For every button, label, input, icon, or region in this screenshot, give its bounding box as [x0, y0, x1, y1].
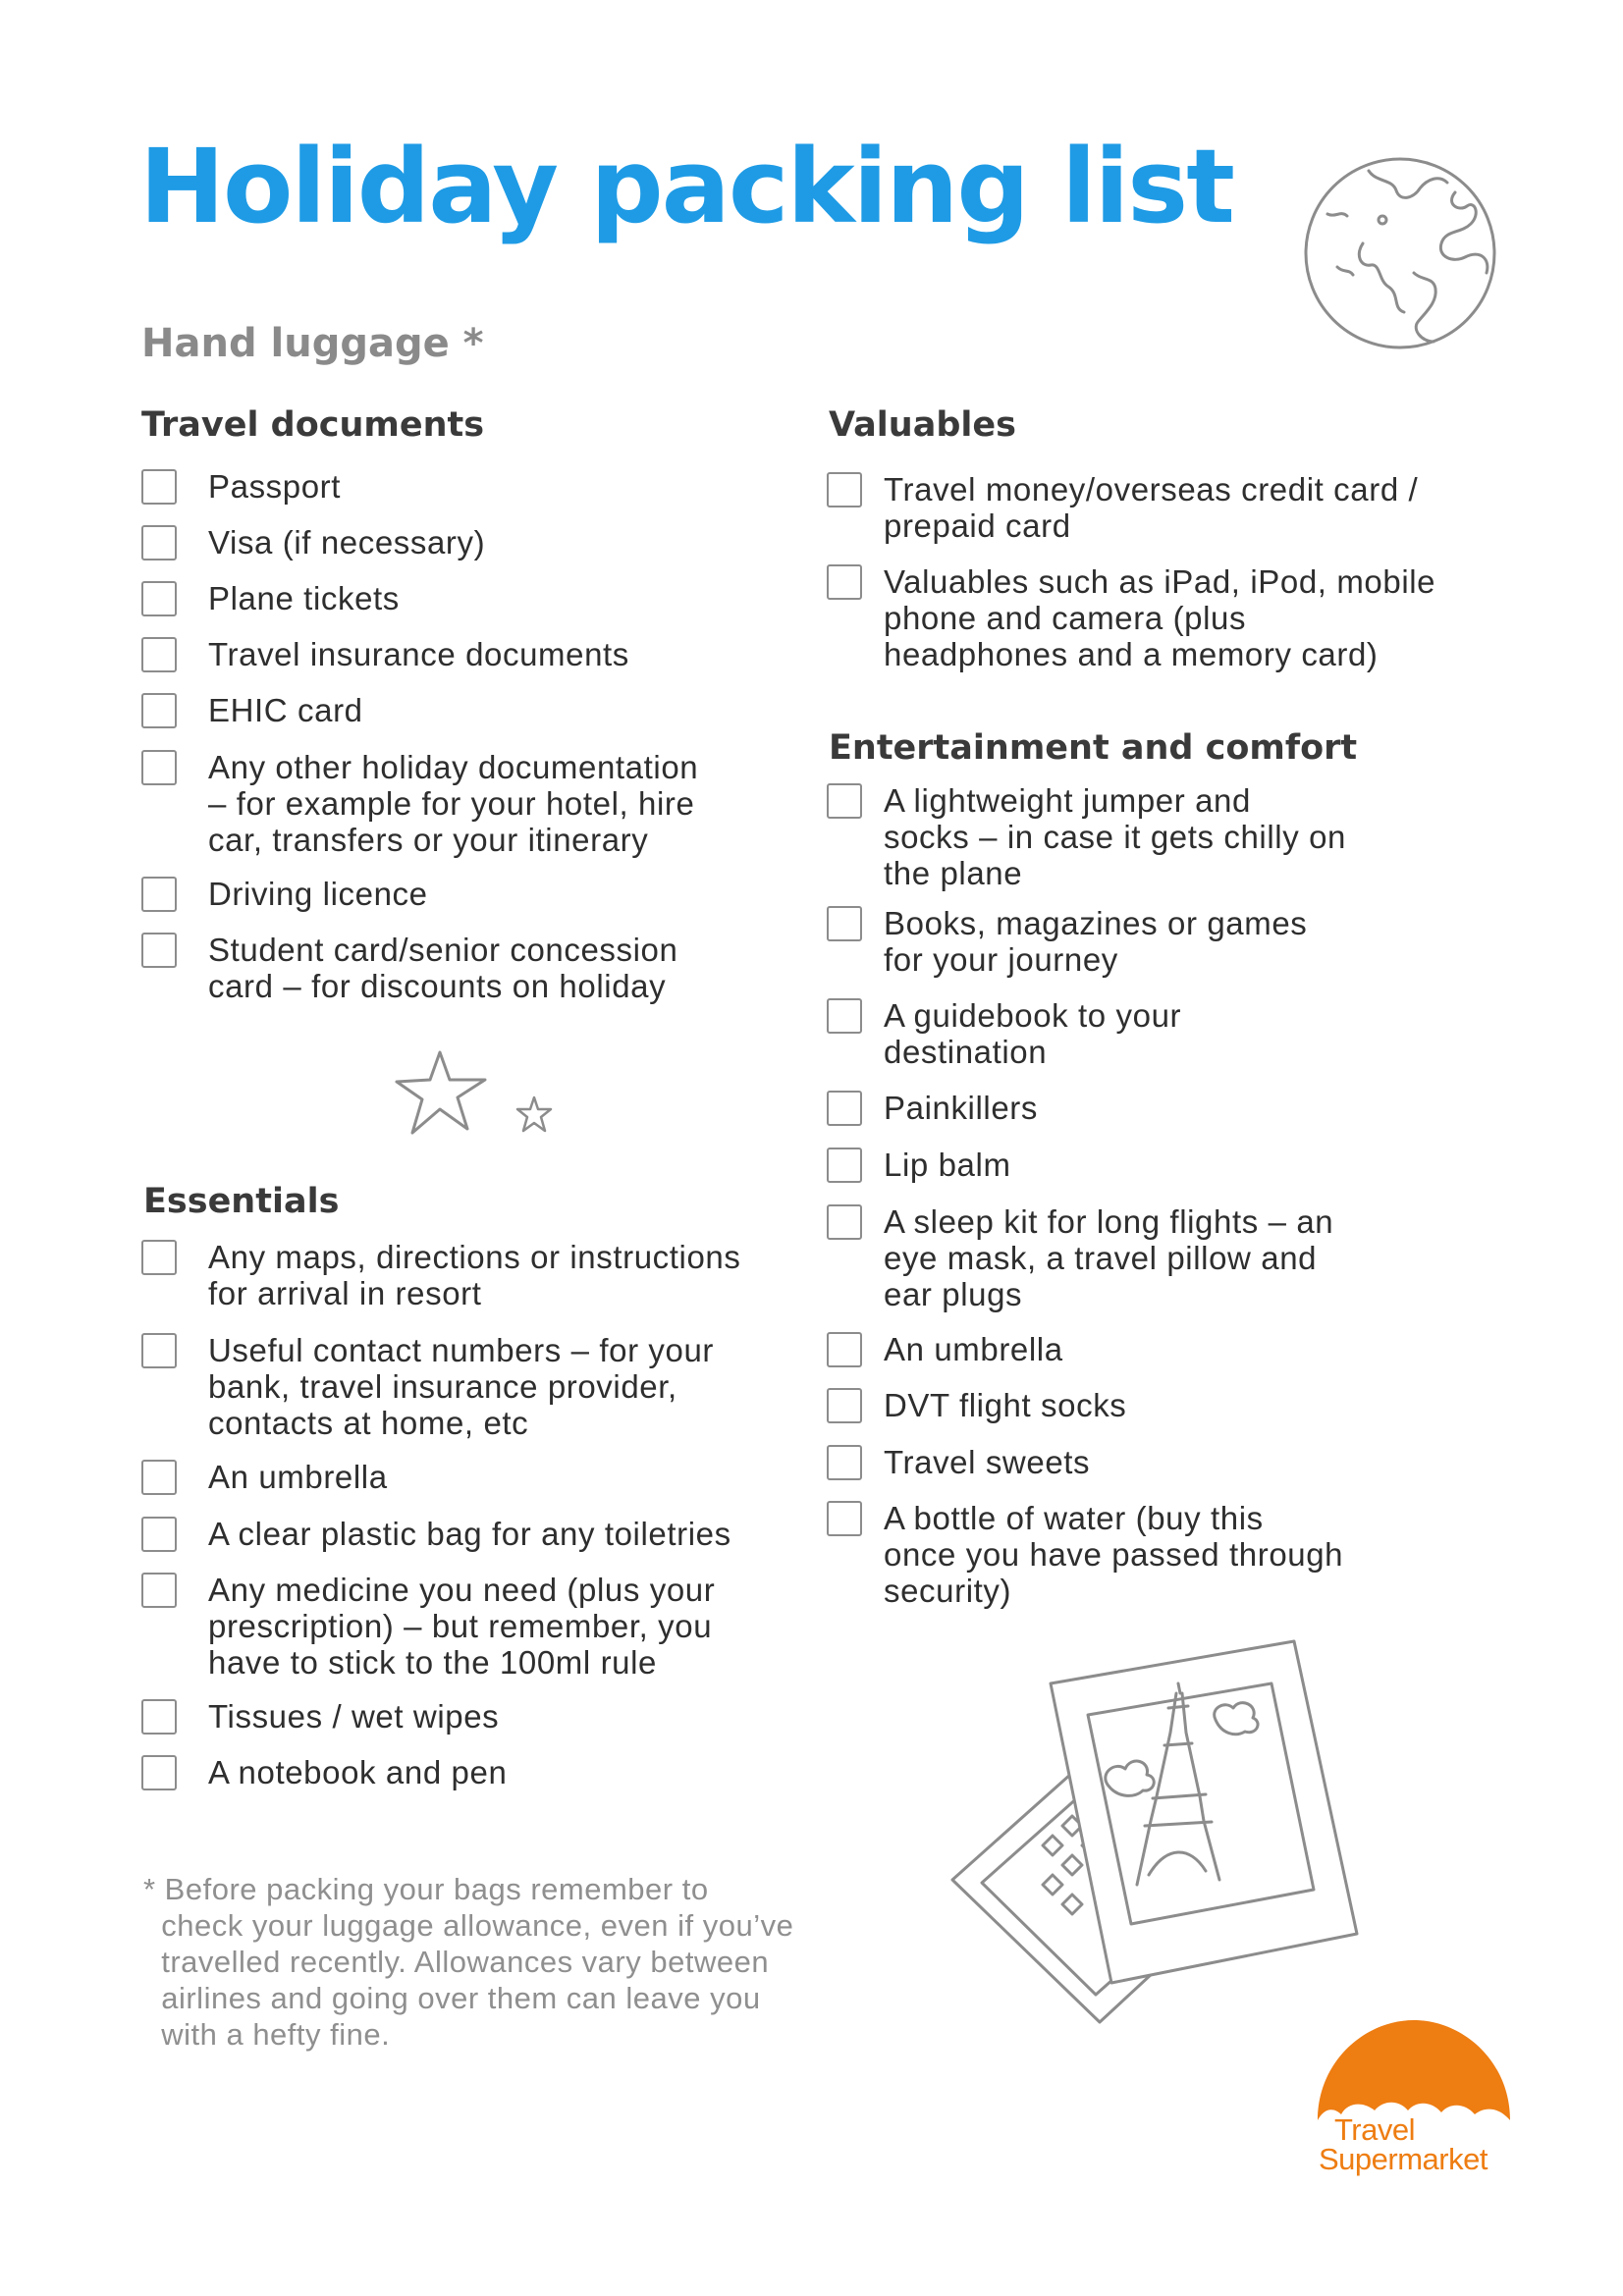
list-item-line: car, transfers or your itinerary	[208, 822, 649, 858]
list-item-line: the plane	[884, 855, 1023, 891]
list-item-line: Painkillers	[884, 1090, 1038, 1126]
list-item	[827, 1500, 1343, 1609]
list-item	[141, 1239, 740, 1311]
valuables-heading: Valuables	[829, 405, 1016, 445]
list-item-label	[884, 905, 1307, 978]
list-item-line: An umbrella	[884, 1331, 1063, 1367]
list-item-line: card – for discounts on holiday	[208, 968, 667, 1004]
checkbox[interactable]	[141, 693, 177, 728]
list-item	[827, 1444, 1090, 1480]
list-item-label	[884, 563, 1435, 672]
list-item-label	[208, 468, 341, 505]
small-star-icon	[514, 1095, 554, 1135]
travel-documents-heading: Travel documents	[141, 405, 485, 445]
list-item-label	[208, 524, 485, 561]
list-item-line: Travel insurance documents	[208, 636, 629, 672]
list-item	[827, 471, 1418, 544]
list-item-label	[208, 1516, 731, 1552]
list-item-line: Useful contact numbers – for your	[208, 1332, 715, 1368]
list-item-label	[884, 1500, 1343, 1609]
list-item-label	[208, 1572, 715, 1681]
list-item-line: headphones and a memory card)	[884, 636, 1379, 672]
list-item-label	[208, 1754, 507, 1790]
checkbox[interactable]	[827, 998, 862, 1034]
list-item	[827, 997, 1181, 1070]
checkbox[interactable]	[141, 1755, 177, 1790]
list-item-label	[208, 1459, 388, 1495]
list-item-label	[884, 1147, 1011, 1183]
list-item-line: bank, travel insurance provider,	[208, 1368, 677, 1405]
checkbox[interactable]	[827, 1148, 862, 1183]
checkbox[interactable]	[827, 472, 862, 507]
checkbox[interactable]	[141, 1460, 177, 1495]
list-item-label	[884, 1387, 1126, 1423]
checkbox[interactable]	[141, 1517, 177, 1552]
entertainment-heading: Entertainment and comfort	[829, 728, 1358, 768]
list-item	[141, 1698, 499, 1735]
list-item-line: phone and camera (plus	[884, 600, 1247, 636]
list-item-line: A guidebook to your	[884, 997, 1182, 1034]
list-item-line: A sleep kit for long flights – an	[884, 1203, 1334, 1240]
checkbox[interactable]	[141, 525, 177, 561]
logo-line-2: Supermarket	[1319, 2142, 1488, 2176]
list-item-line: for your journey	[884, 941, 1118, 978]
checkbox[interactable]	[827, 1388, 862, 1423]
list-item	[141, 692, 363, 728]
list-item-label	[208, 1698, 499, 1735]
checkbox[interactable]	[141, 1573, 177, 1608]
umbrella-logo-icon	[1306, 2012, 1522, 2120]
checkbox[interactable]	[827, 1501, 862, 1536]
list-item-label	[884, 782, 1346, 891]
list-item-label	[208, 692, 363, 728]
list-item-line: socks – in case it gets chilly on	[884, 819, 1347, 855]
list-item-line: Passport	[208, 468, 342, 505]
list-item-line: Travel money/overseas credit card /	[884, 471, 1419, 507]
list-item	[141, 876, 428, 912]
list-item	[141, 636, 629, 672]
page-title: Holiday packing list	[139, 127, 1233, 246]
checkbox[interactable]	[827, 1091, 862, 1126]
list-item-label	[884, 1090, 1038, 1126]
list-item-label	[208, 1239, 740, 1311]
list-item-line: Tissues / wet wipes	[208, 1698, 500, 1735]
list-item-line: DVT flight socks	[884, 1387, 1127, 1423]
list-item-line: Student card/senior concession	[208, 932, 678, 968]
list-item-line: for arrival in resort	[208, 1275, 482, 1311]
list-item-label	[884, 1444, 1090, 1480]
checkbox[interactable]	[141, 1699, 177, 1735]
list-item-line: eye mask, a travel pillow and	[884, 1240, 1318, 1276]
list-item-line: once you have passed through	[884, 1536, 1344, 1573]
list-item	[827, 563, 1435, 672]
list-item-label	[208, 580, 400, 616]
luggage-footnote	[143, 1871, 870, 2053]
brand-logo-text	[1319, 2112, 1488, 2176]
list-item	[827, 1387, 1126, 1423]
checkbox[interactable]	[141, 933, 177, 968]
list-item	[827, 1090, 1038, 1126]
list-item	[141, 524, 485, 561]
list-item	[141, 1332, 714, 1441]
list-item	[827, 1331, 1063, 1367]
list-item-line: Any other holiday documentation	[208, 749, 699, 785]
list-item-label	[208, 749, 698, 858]
checkbox[interactable]	[827, 1204, 862, 1240]
list-item	[141, 468, 341, 505]
footnote-line: travelled recently. Allowances vary between	[143, 1945, 770, 1979]
list-item-line: destination	[884, 1034, 1048, 1070]
list-item-line: – for example for your hotel, hire	[208, 785, 695, 822]
list-item	[141, 1572, 715, 1681]
list-item-label	[208, 1332, 714, 1441]
list-item-label	[884, 997, 1181, 1070]
footnote-line: airlines and going over them can leave you	[143, 1981, 761, 2015]
list-item-line: A bottle of water (buy this	[884, 1500, 1264, 1536]
checkbox[interactable]	[827, 1332, 862, 1367]
footnote-line: with a hefty fine.	[143, 2017, 391, 2052]
list-item-line: Any maps, directions or instructions	[208, 1239, 741, 1275]
list-item-label	[884, 471, 1418, 544]
list-item-line: EHIC card	[208, 692, 363, 728]
list-item-line: Driving licence	[208, 876, 428, 912]
footnote-line: check your luggage allowance, even if you’ve	[143, 1908, 794, 1943]
checkbox[interactable]	[141, 877, 177, 912]
checkbox[interactable]	[141, 750, 177, 785]
list-item-line: have to stick to the 100ml rule	[208, 1644, 657, 1681]
list-item-line: A lightweight jumper and	[884, 782, 1251, 819]
list-item-line: Travel sweets	[884, 1444, 1091, 1480]
list-item-label	[208, 876, 428, 912]
checkbox[interactable]	[827, 564, 862, 600]
globe-icon	[1298, 149, 1504, 355]
list-item-line: Visa (if necessary)	[208, 524, 486, 561]
list-item	[827, 905, 1307, 978]
list-item	[141, 1516, 731, 1552]
list-item-line: Lip balm	[884, 1147, 1011, 1183]
list-item-line: Plane tickets	[208, 580, 400, 616]
list-item	[141, 749, 698, 858]
list-item-line: A notebook and pen	[208, 1754, 508, 1790]
list-item	[141, 1754, 507, 1790]
list-item	[141, 580, 400, 616]
star-icon	[393, 1048, 491, 1139]
checkbox[interactable]	[141, 469, 177, 505]
list-item-line: Valuables such as iPad, iPod, mobile	[884, 563, 1436, 600]
list-item	[827, 782, 1346, 891]
checkbox[interactable]	[141, 637, 177, 672]
list-item	[827, 1203, 1333, 1312]
checkbox[interactable]	[141, 581, 177, 616]
essentials-heading: Essentials	[143, 1182, 340, 1221]
list-item-label	[884, 1331, 1063, 1367]
section-subtitle: Hand luggage *	[141, 321, 484, 366]
list-item-line: A clear plastic bag for any toiletries	[208, 1516, 731, 1552]
list-item	[141, 932, 677, 1004]
list-item-line: ear plugs	[884, 1276, 1023, 1312]
checkbox[interactable]	[827, 1445, 862, 1480]
list-item	[827, 1147, 1011, 1183]
list-item-label	[884, 1203, 1333, 1312]
list-item-line: An umbrella	[208, 1459, 388, 1495]
list-item-line: contacts at home, etc	[208, 1405, 529, 1441]
list-item-line: Books, magazines or games	[884, 905, 1308, 941]
list-item-label	[208, 932, 677, 1004]
list-item-label	[208, 636, 629, 672]
list-item-line: Any medicine you need (plus your	[208, 1572, 716, 1608]
list-item	[141, 1459, 388, 1495]
logo-line-1: Travel	[1334, 2112, 1415, 2147]
list-item-line: prepaid card	[884, 507, 1071, 544]
checkbox[interactable]	[827, 906, 862, 941]
checkbox[interactable]	[141, 1333, 177, 1368]
checkbox[interactable]	[827, 783, 862, 819]
list-item-line: security)	[884, 1573, 1012, 1609]
list-item-line: prescription) – but remember, you	[208, 1608, 713, 1644]
checkbox[interactable]	[141, 1240, 177, 1275]
footnote-line: * Before packing your bags remember to	[143, 1872, 709, 1906]
